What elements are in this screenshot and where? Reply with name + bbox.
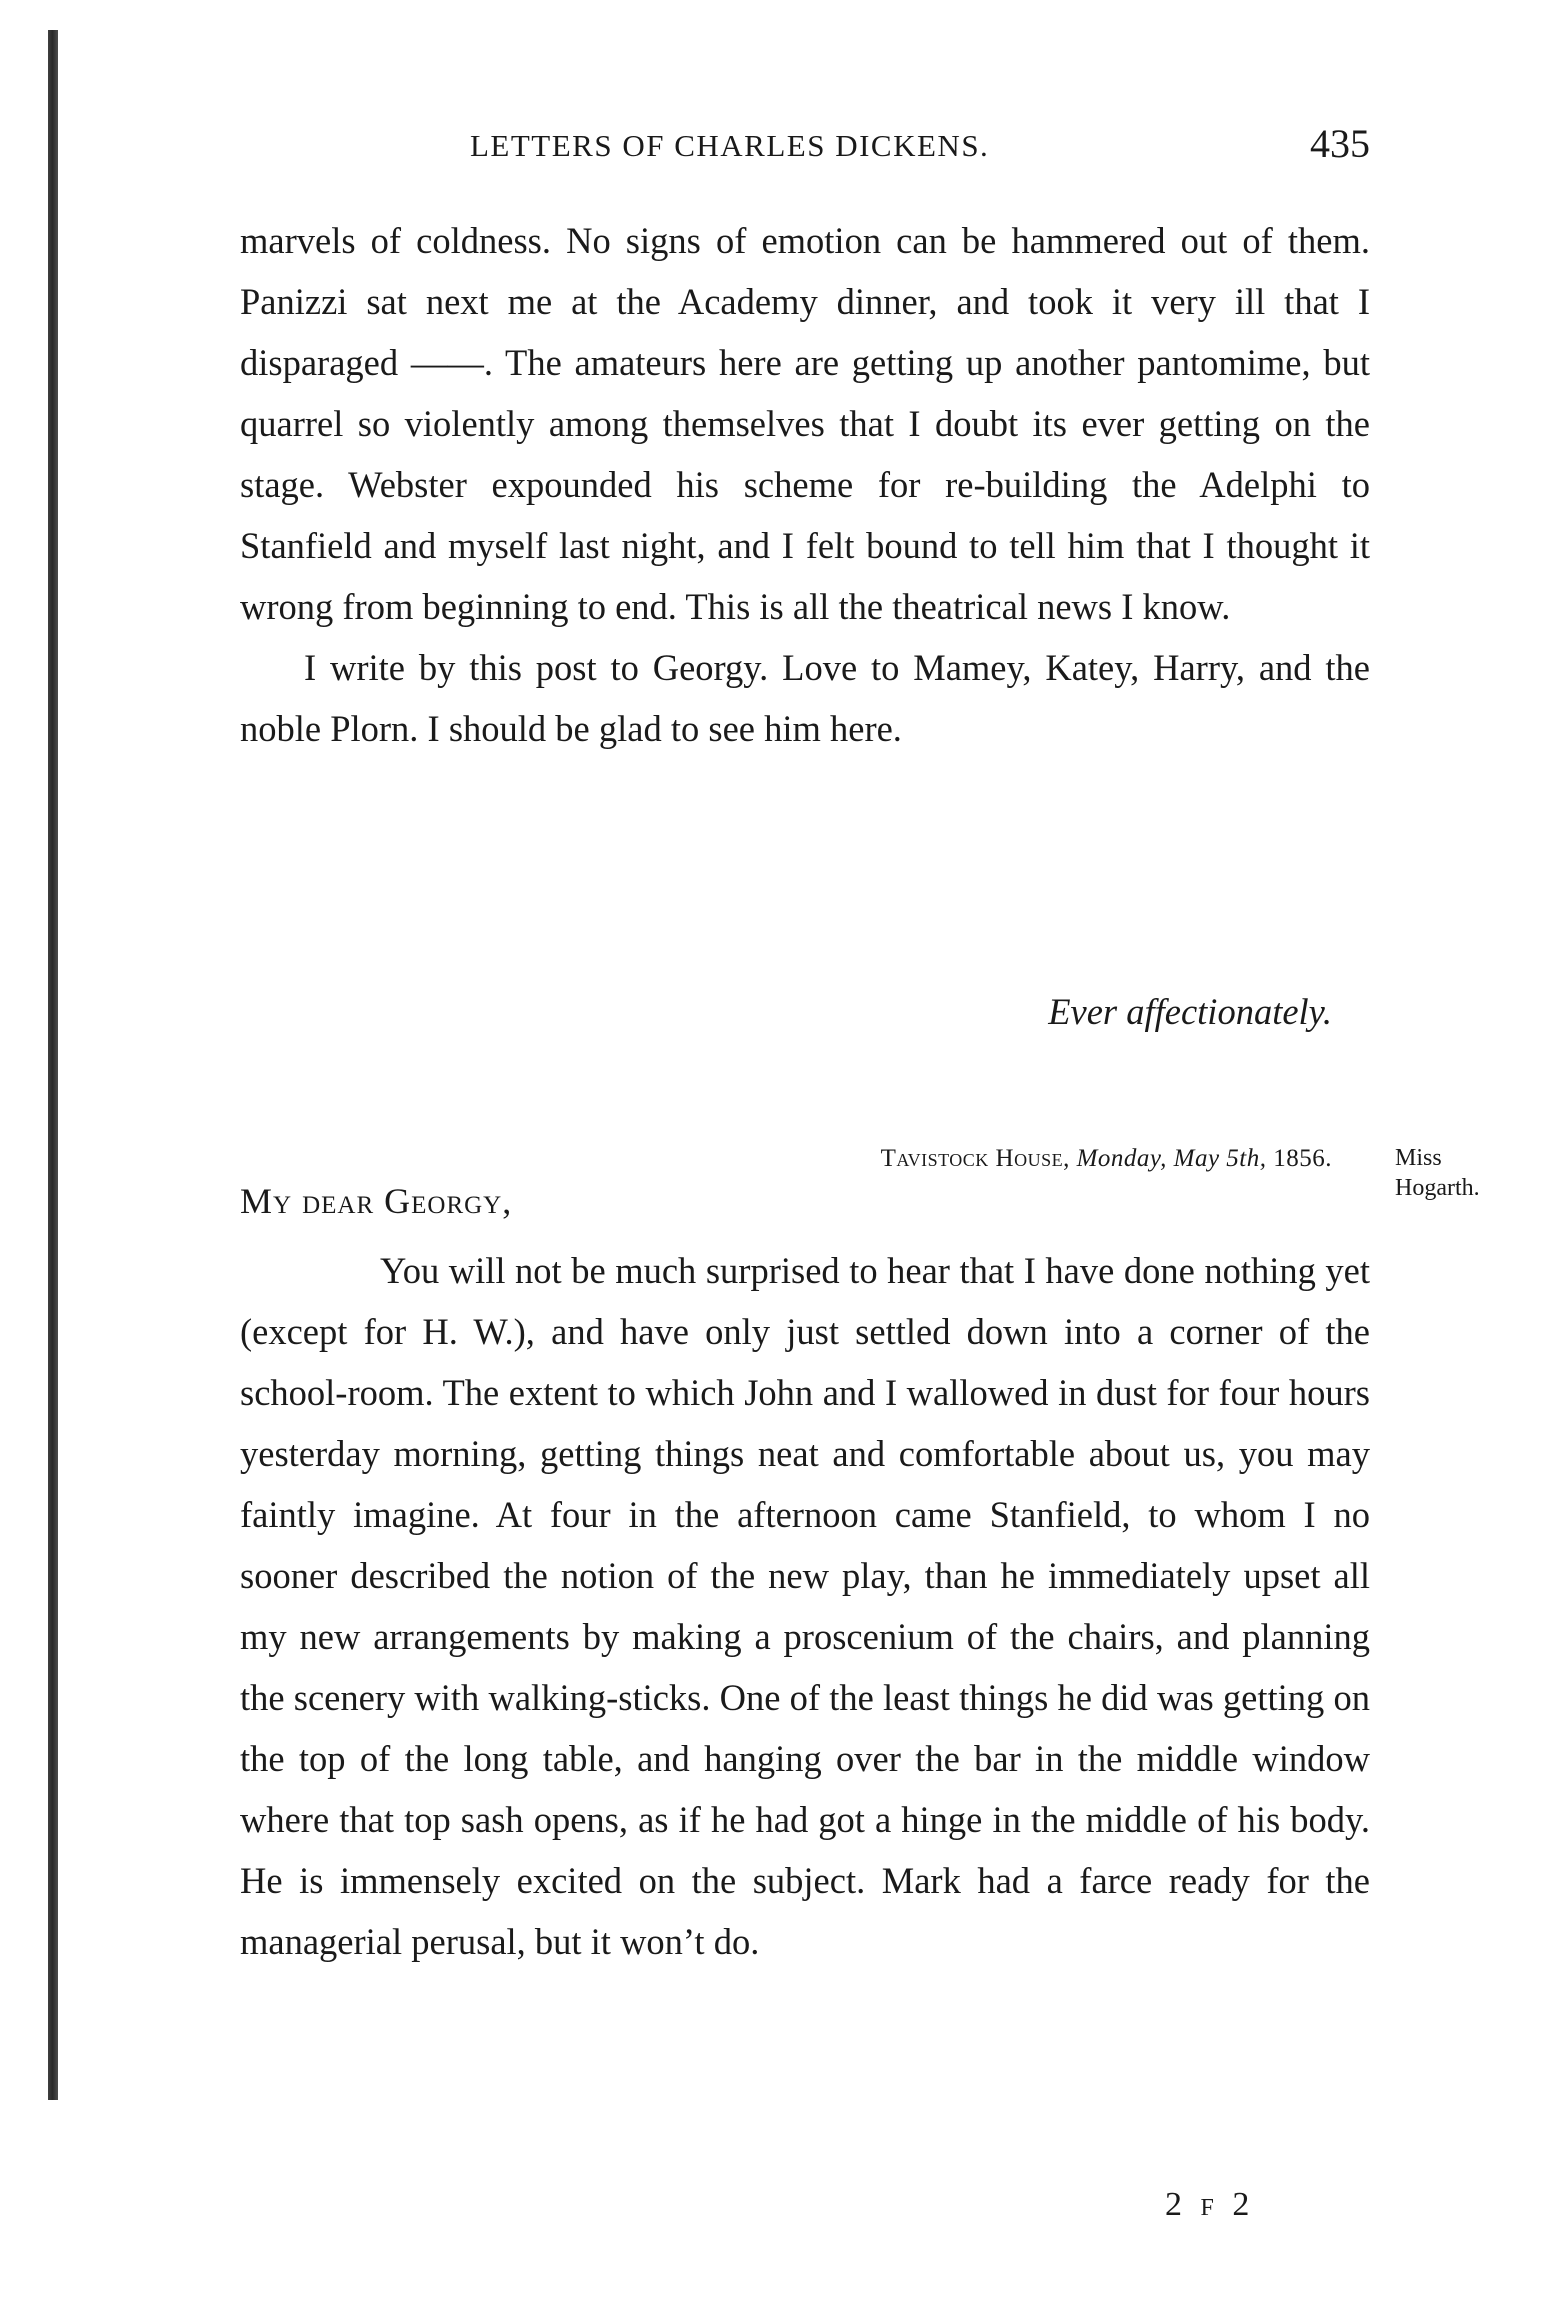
letter1-paragraph-2: I write by this post to Georgy. Love to Mamey, Katey, Harry, and the noble Plorn. I should be glad to see him here. bbox=[240, 647, 1370, 749]
recipient-note-line-2: Hogarth. bbox=[1395, 1175, 1480, 1201]
letter1-body bbox=[240, 210, 1370, 759]
letter1-paragraph-1: marvels of coldness. No signs of emotion can be hammered out of them. Panizzi sat next me at the Academy dinner, and took it very ill that I disparaged ——. The amateurs here are getting up another pantomime, but quarrel so violently among themselves that I doubt its ever getting on the stage. Webster expounded his scheme for re-building the Adelphi to Stanfield and myself last night, and I felt bound to tell him that I thought it wrong from beginning to end. This is all the theatrical news I know. bbox=[240, 220, 1370, 627]
recipient-note-line-1: Miss bbox=[1395, 1145, 1442, 1171]
running-header bbox=[240, 120, 1370, 170]
letter2-salutation: My dear Georgy, bbox=[240, 1181, 513, 1221]
letter2-date: May 5th, bbox=[1173, 1145, 1267, 1172]
letter2-place: Tavistock House, bbox=[880, 1145, 1070, 1172]
letter2-paragraph-1: You will not be much surprised to hear that I have done nothing yet (except for H. W.), and have only just settled down into a corner of the school-room. The extent to which John and I wallowed in dust for four hours yesterday morning, getting things neat and comfortable about us, you may faintly imagine. At four in the afternoon came Stanfield, to whom I no sooner described the notion of the new play, than he immediately upset all my new arrangements by making a proscenium of the chairs, and planning the scenery with walking-sticks. One of the least things he did was getting on the top of the long table, and hanging over the bar in the middle window where that top sash opens, as if he had got a hinge in the middle of his body. He is immensely excited on the subject. Mark had a farce ready for the managerial perusal, but it won’t do. bbox=[240, 1250, 1370, 1962]
signature-right: 2 bbox=[1232, 2186, 1255, 2223]
margin-recipient-note bbox=[1395, 1143, 1480, 1203]
printer-signature-mark bbox=[1165, 2186, 1254, 2224]
page-number: 435 bbox=[1310, 121, 1370, 166]
letter2-dateline bbox=[881, 1145, 1332, 1173]
signature-left: 2 bbox=[1165, 2186, 1187, 2223]
letter2-year: 1856. bbox=[1273, 1145, 1332, 1172]
signature-small: F bbox=[1200, 2195, 1219, 2221]
header-title: LETTERS OF CHARLES DICKENS. bbox=[470, 128, 990, 163]
binding-edge-shadow bbox=[48, 30, 58, 2100]
letter1-closing: Ever affectionately. bbox=[1048, 991, 1332, 1032]
letter2-body bbox=[240, 1240, 1370, 1972]
letter2-day: Monday, bbox=[1076, 1145, 1167, 1172]
